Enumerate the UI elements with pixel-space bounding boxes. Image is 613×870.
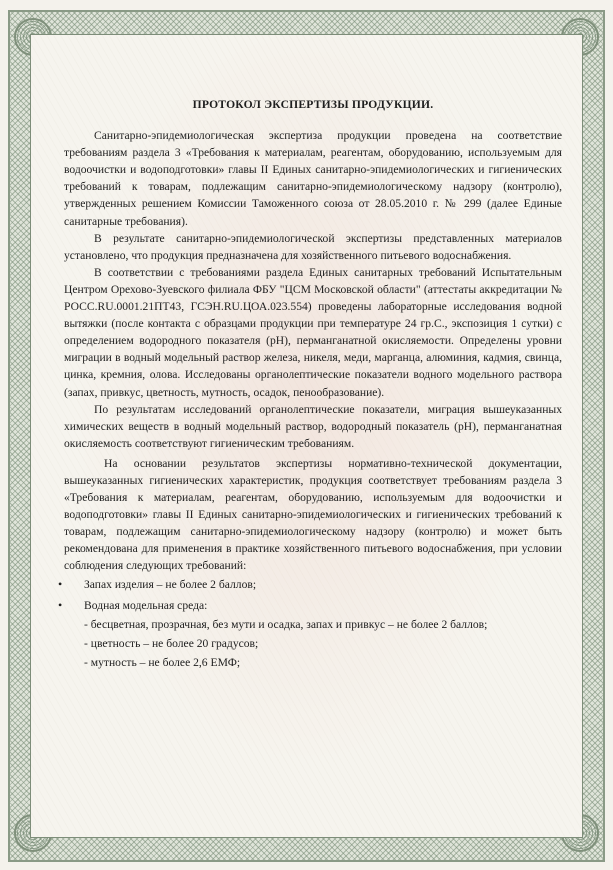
medium-sub-list [84, 616, 562, 671]
paragraph-lab-tests: В соответствии с требованиями раздела Единых санитарных требований Испытательным Центром Орехово-Зуевского филиала ФБУ "ЦСМ Московской области" (аттестаты аккредитации № РОСС.RU.0001.21ПТ43, ГСЭН.RU.ЦОА.023.554) проведены лабораторные исследования водной вытяжки (после контакта с образцами продукции при температуре 24 гр.С., экспозиция 1 сутки) с определением водородного показателя (рН), перманганатной окисляемости. Определены уровни миграции в водный модельный раствор железа, никеля, меди, марганца, алюминия, кадмия, свинца, цинка, кремния, олова. Исследованы органолептические показатели водного модельного раствора (запах, привкус, цветность, мутность, осадок, пенообразование). [64, 265, 562, 399]
requirement-medium-label: Водная модельная среда: [84, 598, 208, 612]
sub-requirement: - цветность – не более 20 градусов; [84, 636, 259, 650]
paragraph-scope: Санитарно-эпидемиологическая экспертиза продукции проведена на соответствие требованиям раздела 3 «Требования к материалам, реагентам, оборудованию, используемым для водоочистки и водоподготовки» главы II Единых санитарно-эпидемиологических и гигиенических требований к товарам, подлежащим санитарно-эпидемиологическому надзору (контролю), утвержденных решением Комиссии Таможенного союза от 28.05.2010 г. № 299 (далее Единые санитарные требования). [64, 129, 562, 228]
requirement-medium [64, 597, 562, 671]
requirement-odor: • Запах изделия – не более 2 баллов; [64, 576, 562, 593]
sub-requirement: - мутность – не более 2,6 ЕМФ; [84, 655, 241, 669]
paragraph-purpose: В результате санитарно-эпидемиологической экспертизы представленных материалов установлено, что продукция предназначена для хозяйственного питьевого водоснабжения. [64, 231, 562, 262]
document-body [64, 96, 562, 675]
sub-requirement: - бесцветная, прозрачная, без мути и осадка, запах и привкус – не более 2 баллов; [84, 617, 488, 631]
paragraph-results: По результатам исследований органолептические показатели, миграция вышеуказанных химических веществ в водный модельный раствор, водородный показатель (рН), перманганатная окисляемость соответствуют гигиеническим требованиям. [64, 402, 562, 450]
paragraph-conclusion: На основании результатов экспертизы нормативно-технической документации, вышеуказанных гигиенических характеристик, продукция соответствует требованиям раздела 3 «Требования к материалам, реагентам, оборудованию, используемым для водоочистки и водоподготовки» главы II Единых санитарно-эпидемиологических и гигиенических требований к товарам, подлежащим санитарно-эпидемиологическому надзору (контролю) и может быть рекомендована для применения в практике хозяйственного питьевого водоснабжения, при условии соблюдения следующих требований: [64, 456, 562, 573]
document-title: ПРОТОКОЛ ЭКСПЕРТИЗЫ ПРОДУКЦИИ. [192, 98, 434, 111]
requirements-list [64, 576, 562, 671]
